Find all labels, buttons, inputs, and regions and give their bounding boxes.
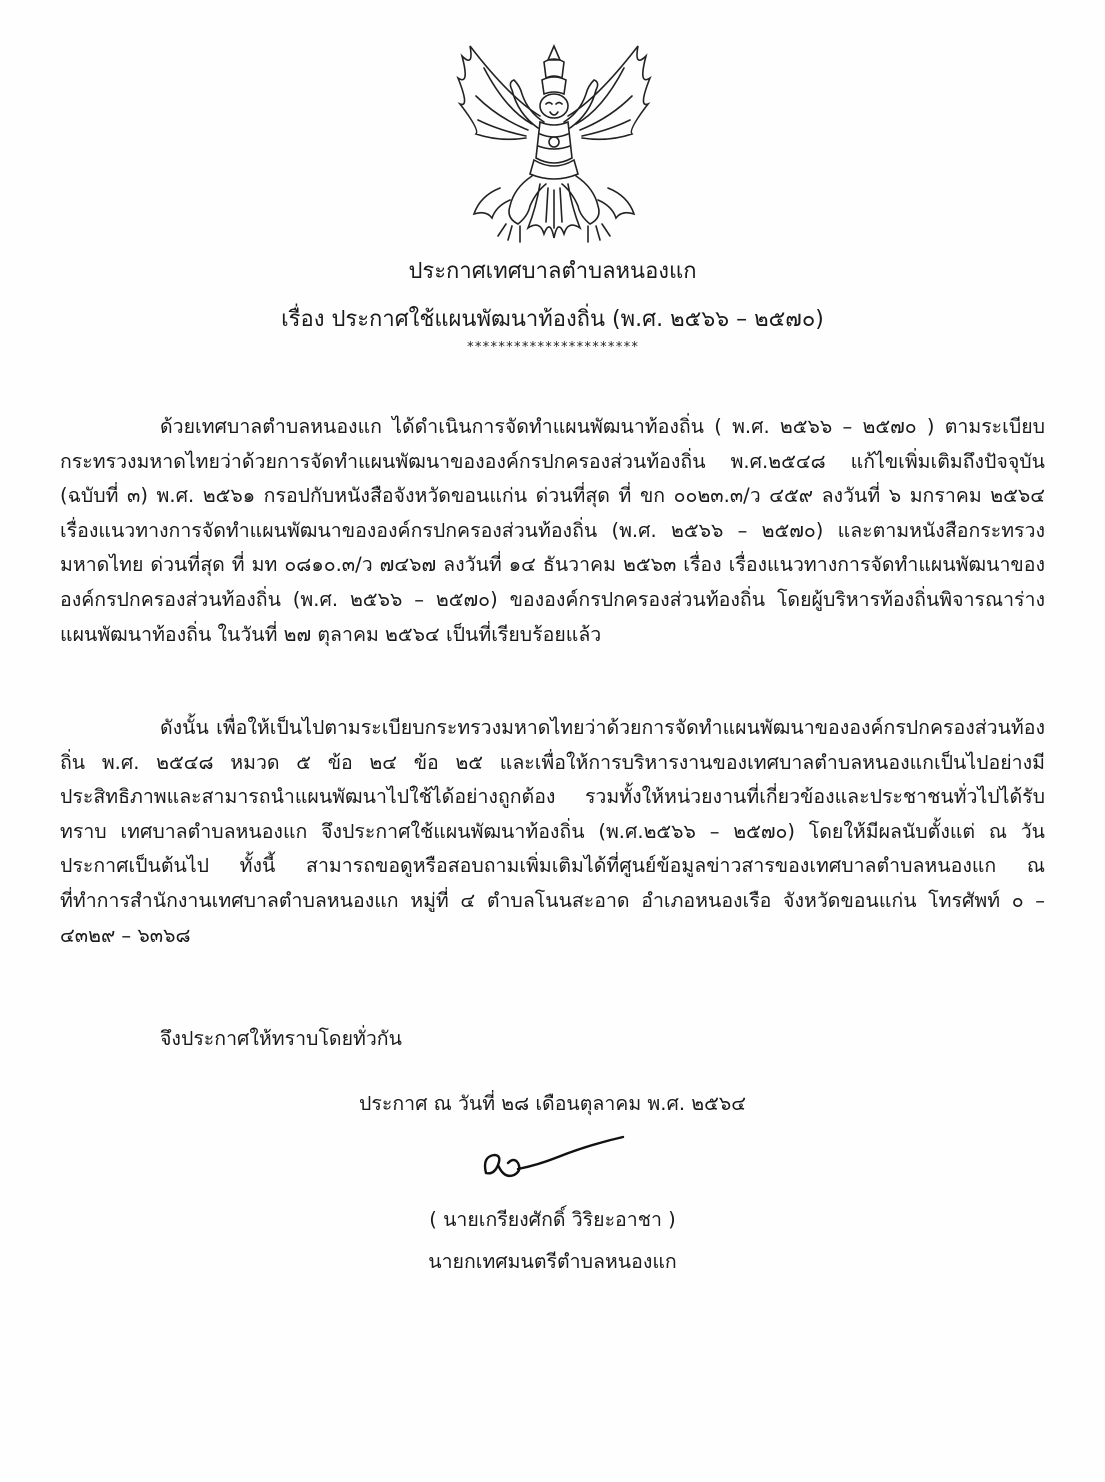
body-paragraph-1: ด้วยเทศบาลตำบลหนองแก ได้ดำเนินการจัดทำแผนพัฒนาท้องถิ่น ( พ.ศ. ๒๕๖๖ – ๒๕๗๐ ) ตามระเบียบกระทรวงมหาดไทยว่าด้วยการจัดทำแผนพัฒนาขององค์กรปกครองส่วนท้องถิ่น พ.ศ.๒๕๔๘ แก้ไขเพิ่มเติมถึงปัจจุบัน (ฉบับที่ ๓) พ.ศ. ๒๕๖๑ กรอปกับหนังสือจังหวัดขอนแก่น ด่วนที่สุด ที่ ขก ๐๐๒๓.๓/ว ๔๕๙ ลงวันที่ ๖ มกราคม ๒๕๖๔ เรื่องแนวทางการจัดทำแผนพัฒนาขององค์กรปกครองส่วนท้องถิ่น (พ.ศ. ๒๕๖๖ – ๒๕๗๐) และตามหนังสือกระทรวงมหาดไทย ด่วนที่สุด ที่ มท ๐๘๑๐.๓/ว ๗๔๖๗ ลงวันที่ ๑๔ ธันวาคม ๒๕๖๓ เรื่อง เรื่องแนวทางการจัดทำแผนพัฒนาขององค์กรปกครองส่วนท้องถิ่น (พ.ศ. ๒๕๖๖ – ๒๕๗๐) ขององค์กรปกครองส่วนท้องถิ่น โดยผู้บริหารท้องถิ่นพิจารณาร่างแผนพัฒนาท้องถิ่น ในวันที่ ๒๗ ตุลาคม ๒๕๖๔ เป็นที่เรียบร้อยแล้ว [60, 415, 1045, 646]
signer-name: ( นายเกรียงศักดิ์ วิริยะอาชา ) [429, 1208, 676, 1231]
handwritten-signature [478, 1135, 628, 1190]
garuda-emblem [440, 38, 668, 250]
separator-stars: ********************** [466, 340, 639, 355]
announcement-subject: เรื่อง ประกาศใช้แผนพัฒนาท้องถิ่น (พ.ศ. ๒๕๖๖ – ๒๕๗๐) [281, 307, 824, 332]
signer-position: นายกเทศมนตรีตำบลหนองแก [428, 1250, 677, 1273]
announcement-title: ประกาศเทศบาลตำบลหนองแก [408, 259, 697, 284]
closing-statement: จึงประกาศให้ทราบโดยทั่วกัน [160, 1027, 402, 1050]
body-paragraph-2: ดังนั้น เพื่อให้เป็นไปตามระเบียบกระทรวงมหาดไทยว่าด้วยการจัดทำแผนพัฒนาขององค์กรปกครองส่วนท้องถิ่น พ.ศ. ๒๕๔๘ หมวด ๕ ข้อ ๒๔ ข้อ ๒๕ และเพื่อให้การบริหารงานของเทศบาลตำบลหนองแกเป็นไปอย่างมีประสิทธิภาพและสามารถนำแผนพัฒนาไปใช้ได้อย่างถูกต้อง รวมทั้งให้หน่วยงานที่เกี่ยวข้องและประชาชนทั่วไปได้รับทราบ เทศบาลตำบลหนองแก จึงประกาศใช้แผนพัฒนาท้องถิ่น (พ.ศ.๒๕๖๖ – ๒๕๗๐) โดยให้มีผลนับตั้งแต่ ณ วันประกาศเป็นต้นไป ทั้งนี้ สามารถขอดูหรือสอบถามเพิ่มเติมได้ที่ศูนย์ข้อมูลข่าวสารของเทศบาลตำบลหนองแก ณ ที่ทำการสำนักงานเทศบาลตำบลหนองแก หมู่ที่ ๔ ตำบลโนนสะอาด อำเภอหนองเรือ จังหวัดขอนแก่น โทรศัพท์ ๐ – ๔๓๒๙ – ๖๓๖๘ [60, 716, 1045, 947]
announcement-date: ประกาศ ณ วันที่ ๒๘ เดือนตุลาคม พ.ศ. ๒๕๖๔ [359, 1092, 746, 1115]
